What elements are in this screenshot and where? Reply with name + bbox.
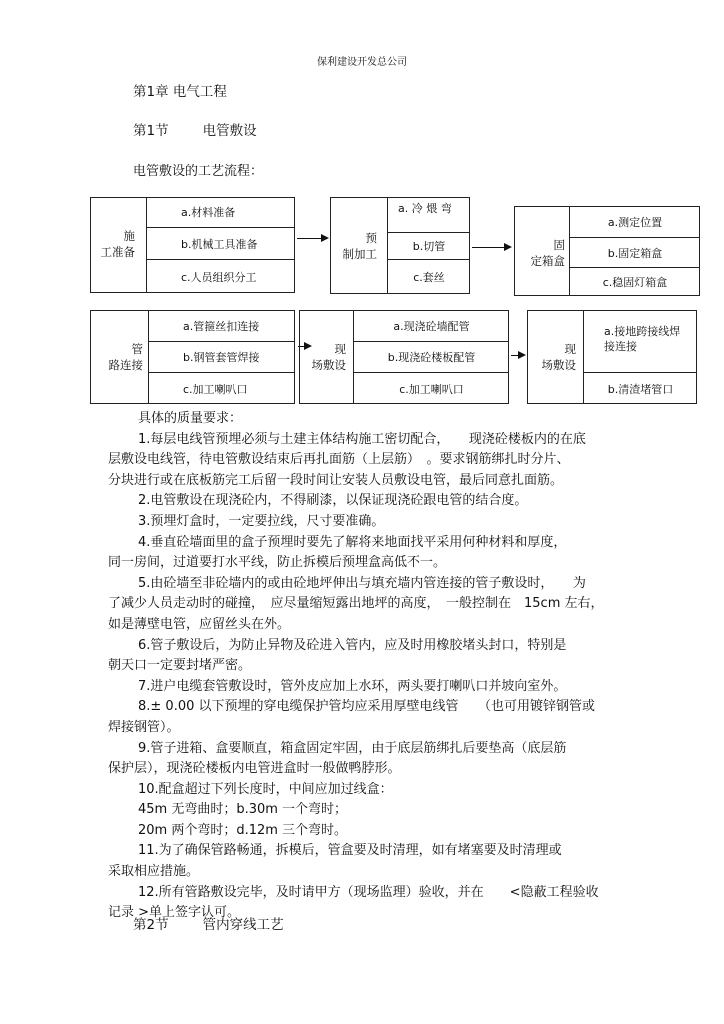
group-label: 管 路连接 xyxy=(108,342,143,372)
step-item: c.稳固灯箱盒 xyxy=(602,276,668,289)
step-item: c.加工喇叭口 xyxy=(183,382,248,396)
step-item: a.测定位置 xyxy=(570,206,700,238)
section-2-heading xyxy=(133,913,284,933)
step-item: a. 冷 煨 弯 xyxy=(388,197,470,233)
step-item: c.人员组织分工 xyxy=(181,270,257,284)
requirement-11: 11.为了确保管路畅通，拆模后，管盒要及时清理，如有堵塞要及时清理或 采取相应措施。 xyxy=(108,843,562,880)
flow-group-site-laying-2 xyxy=(527,310,697,404)
step-item: c.套丝 xyxy=(413,271,445,284)
step-item: b.切管 xyxy=(388,233,470,260)
section-1-heading xyxy=(133,119,257,139)
requirement-3: 3.预埋灯盒时，一定要拉线，尺寸要准确。 xyxy=(138,513,385,529)
requirement-9: 9.管子进箱、盒要顺直，箱盒固定牢固，由于底层筋绑扎后要垫高（底层筋 保护层），现浇砼楼板内电管进盒时一般做鸭脖形。 xyxy=(108,740,567,777)
step-item: a.材料准备 xyxy=(147,197,295,228)
group-label: 固 定箱盒 xyxy=(530,238,565,268)
requirement-10: 10.配盒超过下列长度时，中间应加过线盒： xyxy=(138,781,393,797)
step-item: a.现浇砼墙配管 xyxy=(354,310,509,342)
quality-title: 具体的质量要求： xyxy=(138,411,243,426)
requirement-7: 7.进户电缆套管敷设时，管外皮应加上水环，两头要打喇叭口并坡向室外。 xyxy=(138,678,567,694)
flow-group-fix-boxes xyxy=(514,206,700,296)
process-intro: 电管敷设的工艺流程： xyxy=(133,164,264,179)
group-label: 现 场敷设 xyxy=(311,342,346,372)
group-label: 现 场敷设 xyxy=(541,342,576,372)
requirement-12: 12.所有管路敷设完毕，及时请甲方（现场监理）验收，并在 <隐蔽工程验收 记录 >单上签字认可。 xyxy=(108,884,599,921)
quality-requirements xyxy=(108,409,628,924)
page-header: 保利建设开发总公司 xyxy=(317,57,407,68)
step-item: b.固定箱盒 xyxy=(570,238,700,268)
section-2-number: 第2节 xyxy=(133,917,169,933)
section-2-title: 管内穿线工艺 xyxy=(202,917,284,933)
step-item: b.现浇砼楼板配管 xyxy=(354,342,509,373)
flow-group-prefabrication xyxy=(330,197,470,294)
requirement-8: 8.± 0.00 以下预埋的穿电缆保护管均应采用厚壁电线管 （也可用镀锌钢管或 焊接钢管）。 xyxy=(108,699,596,735)
requirement-1: 1.每层电线管预埋必须与土建主体结构施工密切配合， 现浇砼楼板内的在底 层敷设电线管，待电管敷设结束后再扎面筋（上层筋） 。要求钢筋绑扎时分片、 分块进行或在底板筋完工后留一段时间让安装人员敷设电管，最后同意扎面筋。 xyxy=(108,431,586,488)
step-item: c.加工喇叭口 xyxy=(399,382,464,396)
step-item: b.钢管套管焊接 xyxy=(149,342,295,373)
flow-group-pipe-connection xyxy=(90,310,295,404)
flow-arrow xyxy=(511,355,524,356)
requirement-10-item-a: 45m 无弯曲时；b.30m 一个弯时； xyxy=(138,802,348,818)
group-label: 施 工准备 xyxy=(100,229,135,259)
step-item: b.机械工具准备 xyxy=(147,228,295,260)
requirement-2: 2.电管敷设在现浇砼内，不得刷漆，以保证现浇砼跟电管的结合度。 xyxy=(138,493,528,509)
requirement-10-item-c: 20m 两个弯时；d.12m 三个弯时。 xyxy=(138,822,348,838)
flow-arrow xyxy=(297,238,327,239)
section-1-number: 第1节 xyxy=(133,123,169,139)
requirement-4: 4.垂直砼墙面里的盒子预埋时要先了解将来地面找平采用何种材料和厚度， 同一房间，过道要打水平线，防止拆模后预埋盒高低不一。 xyxy=(108,534,567,571)
section-1-title: 电管敷设 xyxy=(202,123,257,139)
step-item: a.管箍丝扣连接 xyxy=(149,310,295,342)
group-label: 预 制加工 xyxy=(342,231,377,261)
requirement-5: 5.由砼墙至非砼墙内的或由砼地坪伸出与填充墙内管连接的管子敷设时， 为 了减少人员走动时的碰撞， 应尽量缩短露出地坪的高度， 一般控制在 15cm 左右， 如是薄壁电管，应留丝头在外。 xyxy=(108,575,604,632)
flow-group-site-laying-1 xyxy=(299,310,509,404)
flow-arrow xyxy=(472,247,510,248)
chapter-title: 第1章 电气工程 xyxy=(133,84,227,100)
step-item: a.接地跨接线焊接连接 xyxy=(584,310,697,373)
requirement-6: 6.管子敷设后，为防止异物及砼进入管内，应及时用橡胶堵头封口，特别是 朝天口一定要封堵严密。 xyxy=(108,637,567,674)
flow-group-construction-prep xyxy=(90,197,295,293)
step-item: b.清渣堵管口 xyxy=(607,382,674,396)
